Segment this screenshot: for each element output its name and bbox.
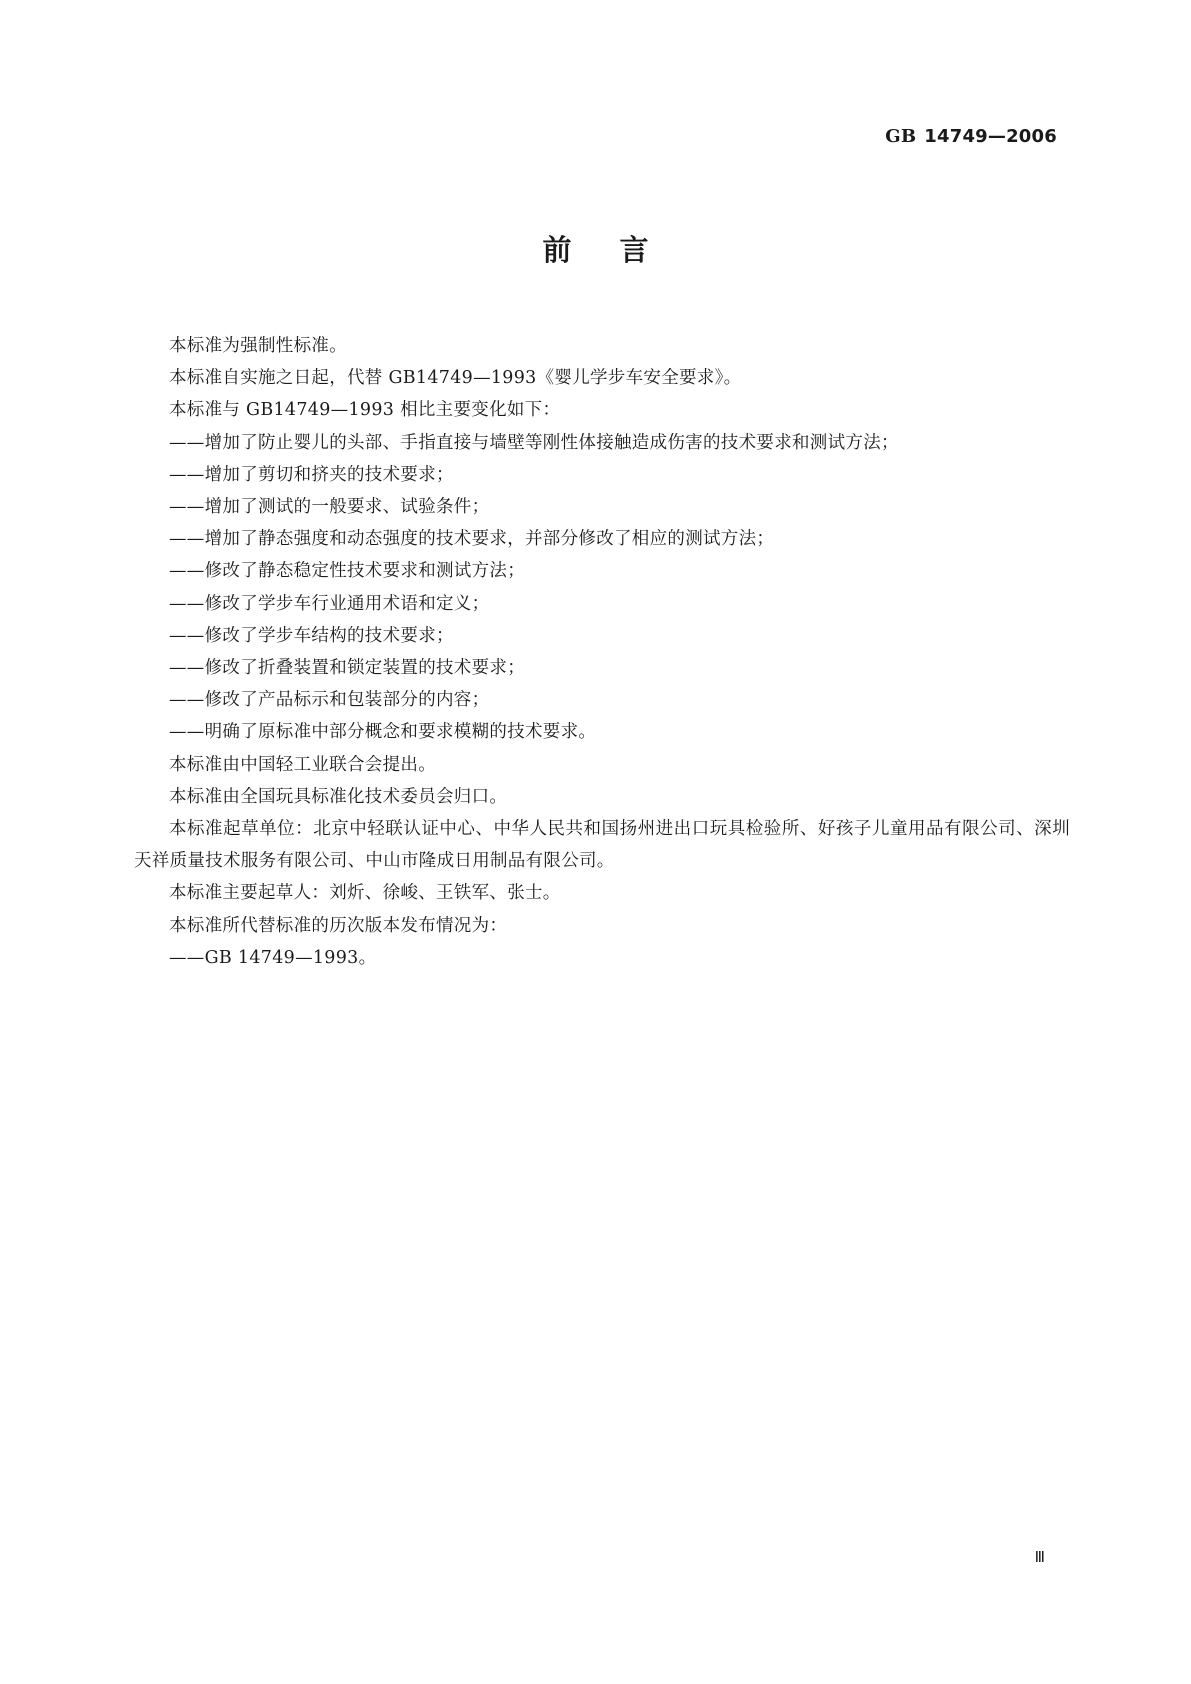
change-item: ——修改了学步车结构的技术要求； [169,625,454,646]
page-number: Ⅲ [1034,1548,1045,1566]
change-item: ——增加了防止婴儿的头部、手指直接与墙壁等刚性体接触造成伤害的技术要求和测试方法； [169,432,899,453]
change-item: ——修改了学步车行业通用术语和定义； [169,593,490,614]
change-item: ——增加了静态强度和动态强度的技术要求，并部分修改了相应的测试方法； [169,529,775,550]
previous-edition-item: ——GB 14749—1993。 [169,947,377,968]
page-title: 前言 [542,233,697,267]
paragraph-drafters: 本标准主要起草人：刘炘、徐峻、王铁军、张士。 [169,883,561,904]
paragraph-proposed-by: 本标准由中国轻工业联合会提出。 [169,754,436,775]
change-item: ——增加了测试的一般要求、试验条件； [169,497,490,518]
standard-number: 14749—2006 [924,126,1057,147]
paragraph-centralized-by: 本标准由全国玩具标准化技术委员会归口。 [169,786,508,807]
paragraph-replaces: 本标准自实施之日起，代替 GB14749—1993《婴儿学步车安全要求》。 [169,368,742,389]
preface-body [134,330,1070,974]
change-item: ——修改了折叠装置和锁定装置的技术要求； [169,658,525,679]
change-item: ——增加了剪切和挤夹的技术要求； [169,464,454,485]
standard-prefix: GB [885,126,917,147]
change-item: ——修改了静态稳定性技术要求和测试方法； [169,561,525,582]
paragraph-previous-editions: 本标准所代替标准的历次版本发布情况为： [169,915,508,936]
change-item: ——修改了产品标示和包装部分的内容； [169,690,490,711]
paragraph-changes-intro: 本标准与 GB14749—1993 相比主要变化如下： [169,400,561,421]
standard-code [885,126,1057,147]
paragraph-mandatory: 本标准为强制性标准。 [169,336,347,356]
paragraph-drafting-units: 本标准起草单位：北京中轻联认证中心、中华人民共和国扬州进出口玩具检验所、好孩子儿童用品有限公司、深圳天祥质量技术服务有限公司、中山市隆成日用制品有限公司。 [134,819,1070,872]
change-item: ——明确了原标准中部分概念和要求模糊的技术要求。 [169,722,597,743]
